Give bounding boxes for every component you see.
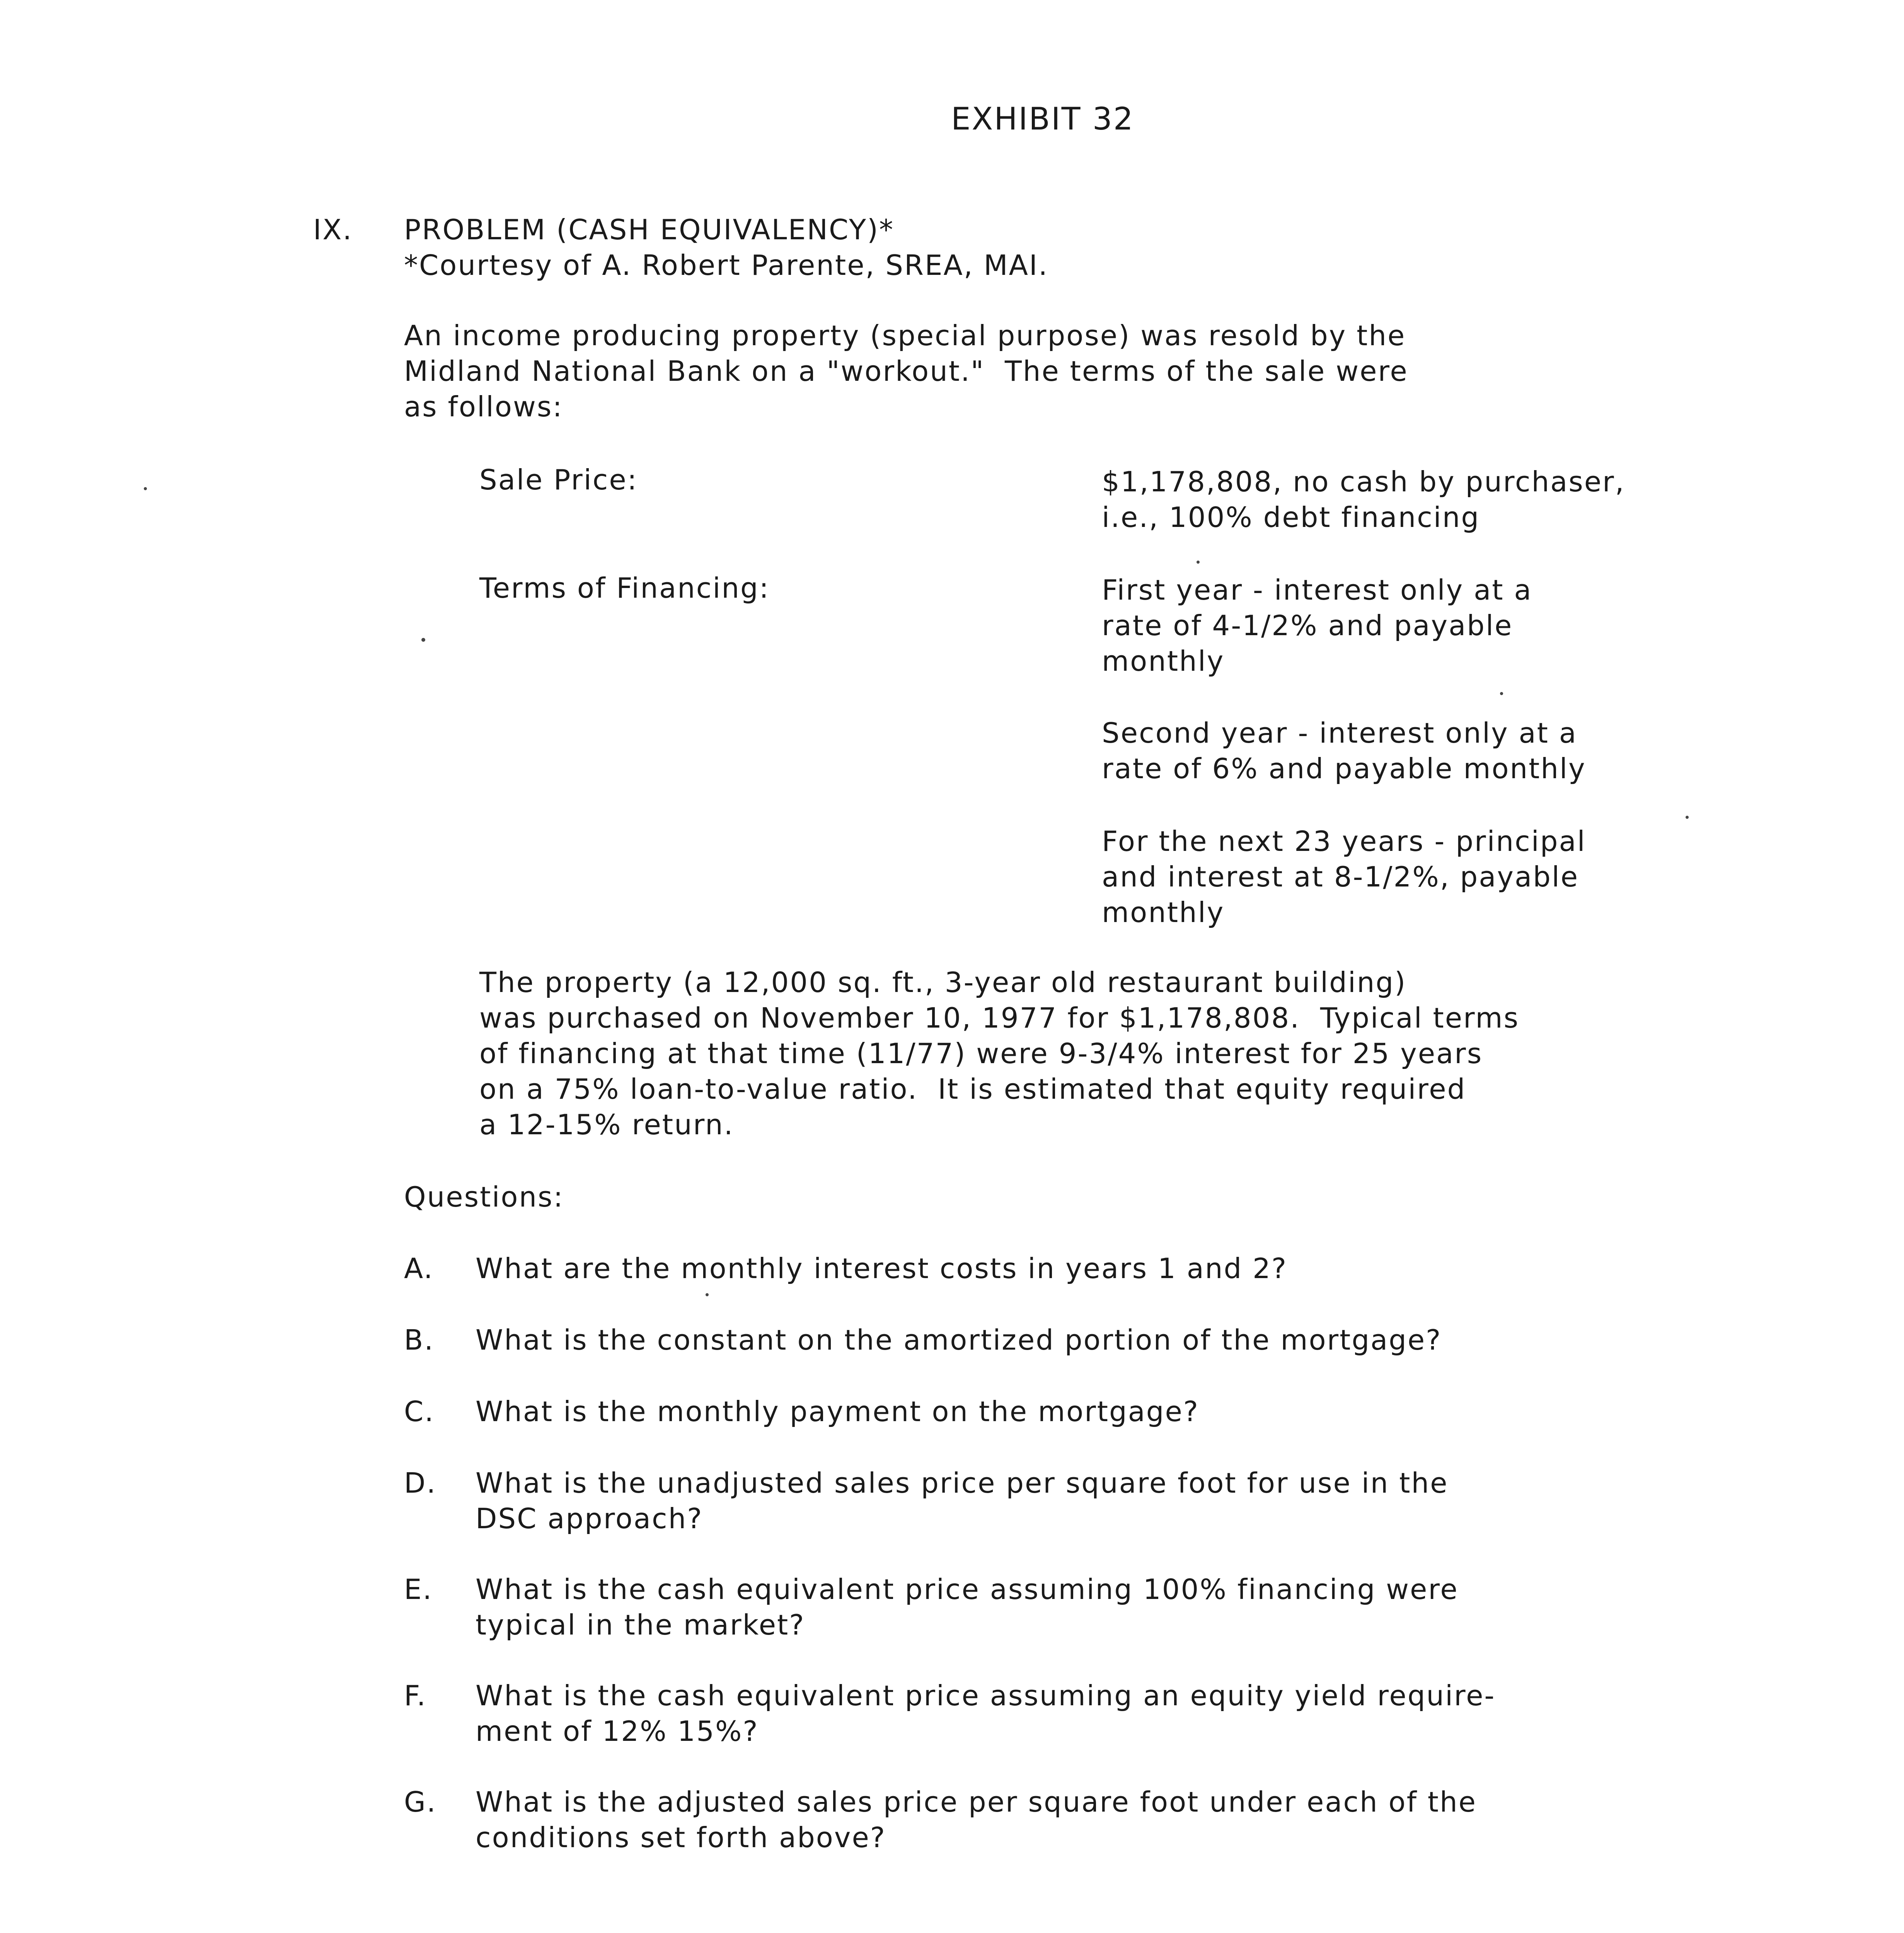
scan-speck xyxy=(1197,561,1200,564)
scan-speck xyxy=(1686,816,1689,819)
financing-label: Terms of Financing: xyxy=(479,572,770,604)
question-letter: C. xyxy=(404,1395,435,1428)
courtesy-note: *Courtesy of A. Robert Parente, SREA, MAI. xyxy=(404,249,1049,281)
question-letter: A. xyxy=(404,1252,434,1285)
financing-second-year: Second year - interest only at a rate of 6% and payable monthly xyxy=(1102,717,1586,785)
question-letter: D. xyxy=(404,1467,437,1499)
question-text: What is the constant on the amortized portion of the mortgage? xyxy=(476,1324,1442,1356)
question-text: What is the cash equivalent price assuming an equity yield require- ment of 12% 15%? xyxy=(476,1679,1496,1747)
question-letter: E. xyxy=(404,1573,433,1606)
scan-speck xyxy=(144,487,147,490)
questions-heading: Questions: xyxy=(404,1181,564,1213)
scan-speck xyxy=(706,1293,709,1296)
question-letter: F. xyxy=(404,1679,427,1712)
question-text: What is the adjusted sales price per square foot under each of the conditions set forth above? xyxy=(476,1786,1477,1854)
financing-first-year: First year - interest only at a rate of 4-1/2% and payable monthly xyxy=(1102,574,1532,677)
question-text: What is the cash equivalent price assuming 100% financing were typical in the market? xyxy=(476,1573,1459,1641)
scan-speck xyxy=(1500,692,1503,695)
exhibit-title: EXHIBIT 32 xyxy=(951,101,1134,137)
question-text: What are the monthly interest costs in years 1 and 2? xyxy=(476,1252,1288,1285)
scan-speck xyxy=(421,638,425,642)
financing-remaining-years: For the next 23 years - principal and interest at 8-1/2%, payable monthly xyxy=(1102,825,1586,929)
question-letter: B. xyxy=(404,1324,435,1356)
question-text: What is the monthly payment on the mortgage? xyxy=(476,1395,1199,1428)
section-numeral: IX. xyxy=(313,213,353,246)
sale-price-value: $1,178,808, no cash by purchaser, i.e., 100% debt financing xyxy=(1102,465,1625,534)
intro-paragraph: An income producing property (special purpose) was resold by the Midland National Bank on a "workout." The terms of the sale were as follows: xyxy=(404,319,1408,423)
property-paragraph: The property (a 12,000 sq. ft., 3-year old restaurant building) was purchased on November 10, 1977 for $1,178,808. Typical terms of financing at that time (11/77) were 9-3/4% interest for 25 years on a 75% loan-to-value ratio. It is estimated that equity required a 12-15% return. xyxy=(479,966,1520,1141)
question-text: What is the unadjusted sales price per square foot for use in the DSC approach? xyxy=(476,1467,1449,1535)
question-letter: G. xyxy=(404,1786,437,1818)
sale-price-label: Sale Price: xyxy=(479,464,638,496)
problem-title: PROBLEM (CASH EQUIVALENCY)* xyxy=(404,213,895,246)
